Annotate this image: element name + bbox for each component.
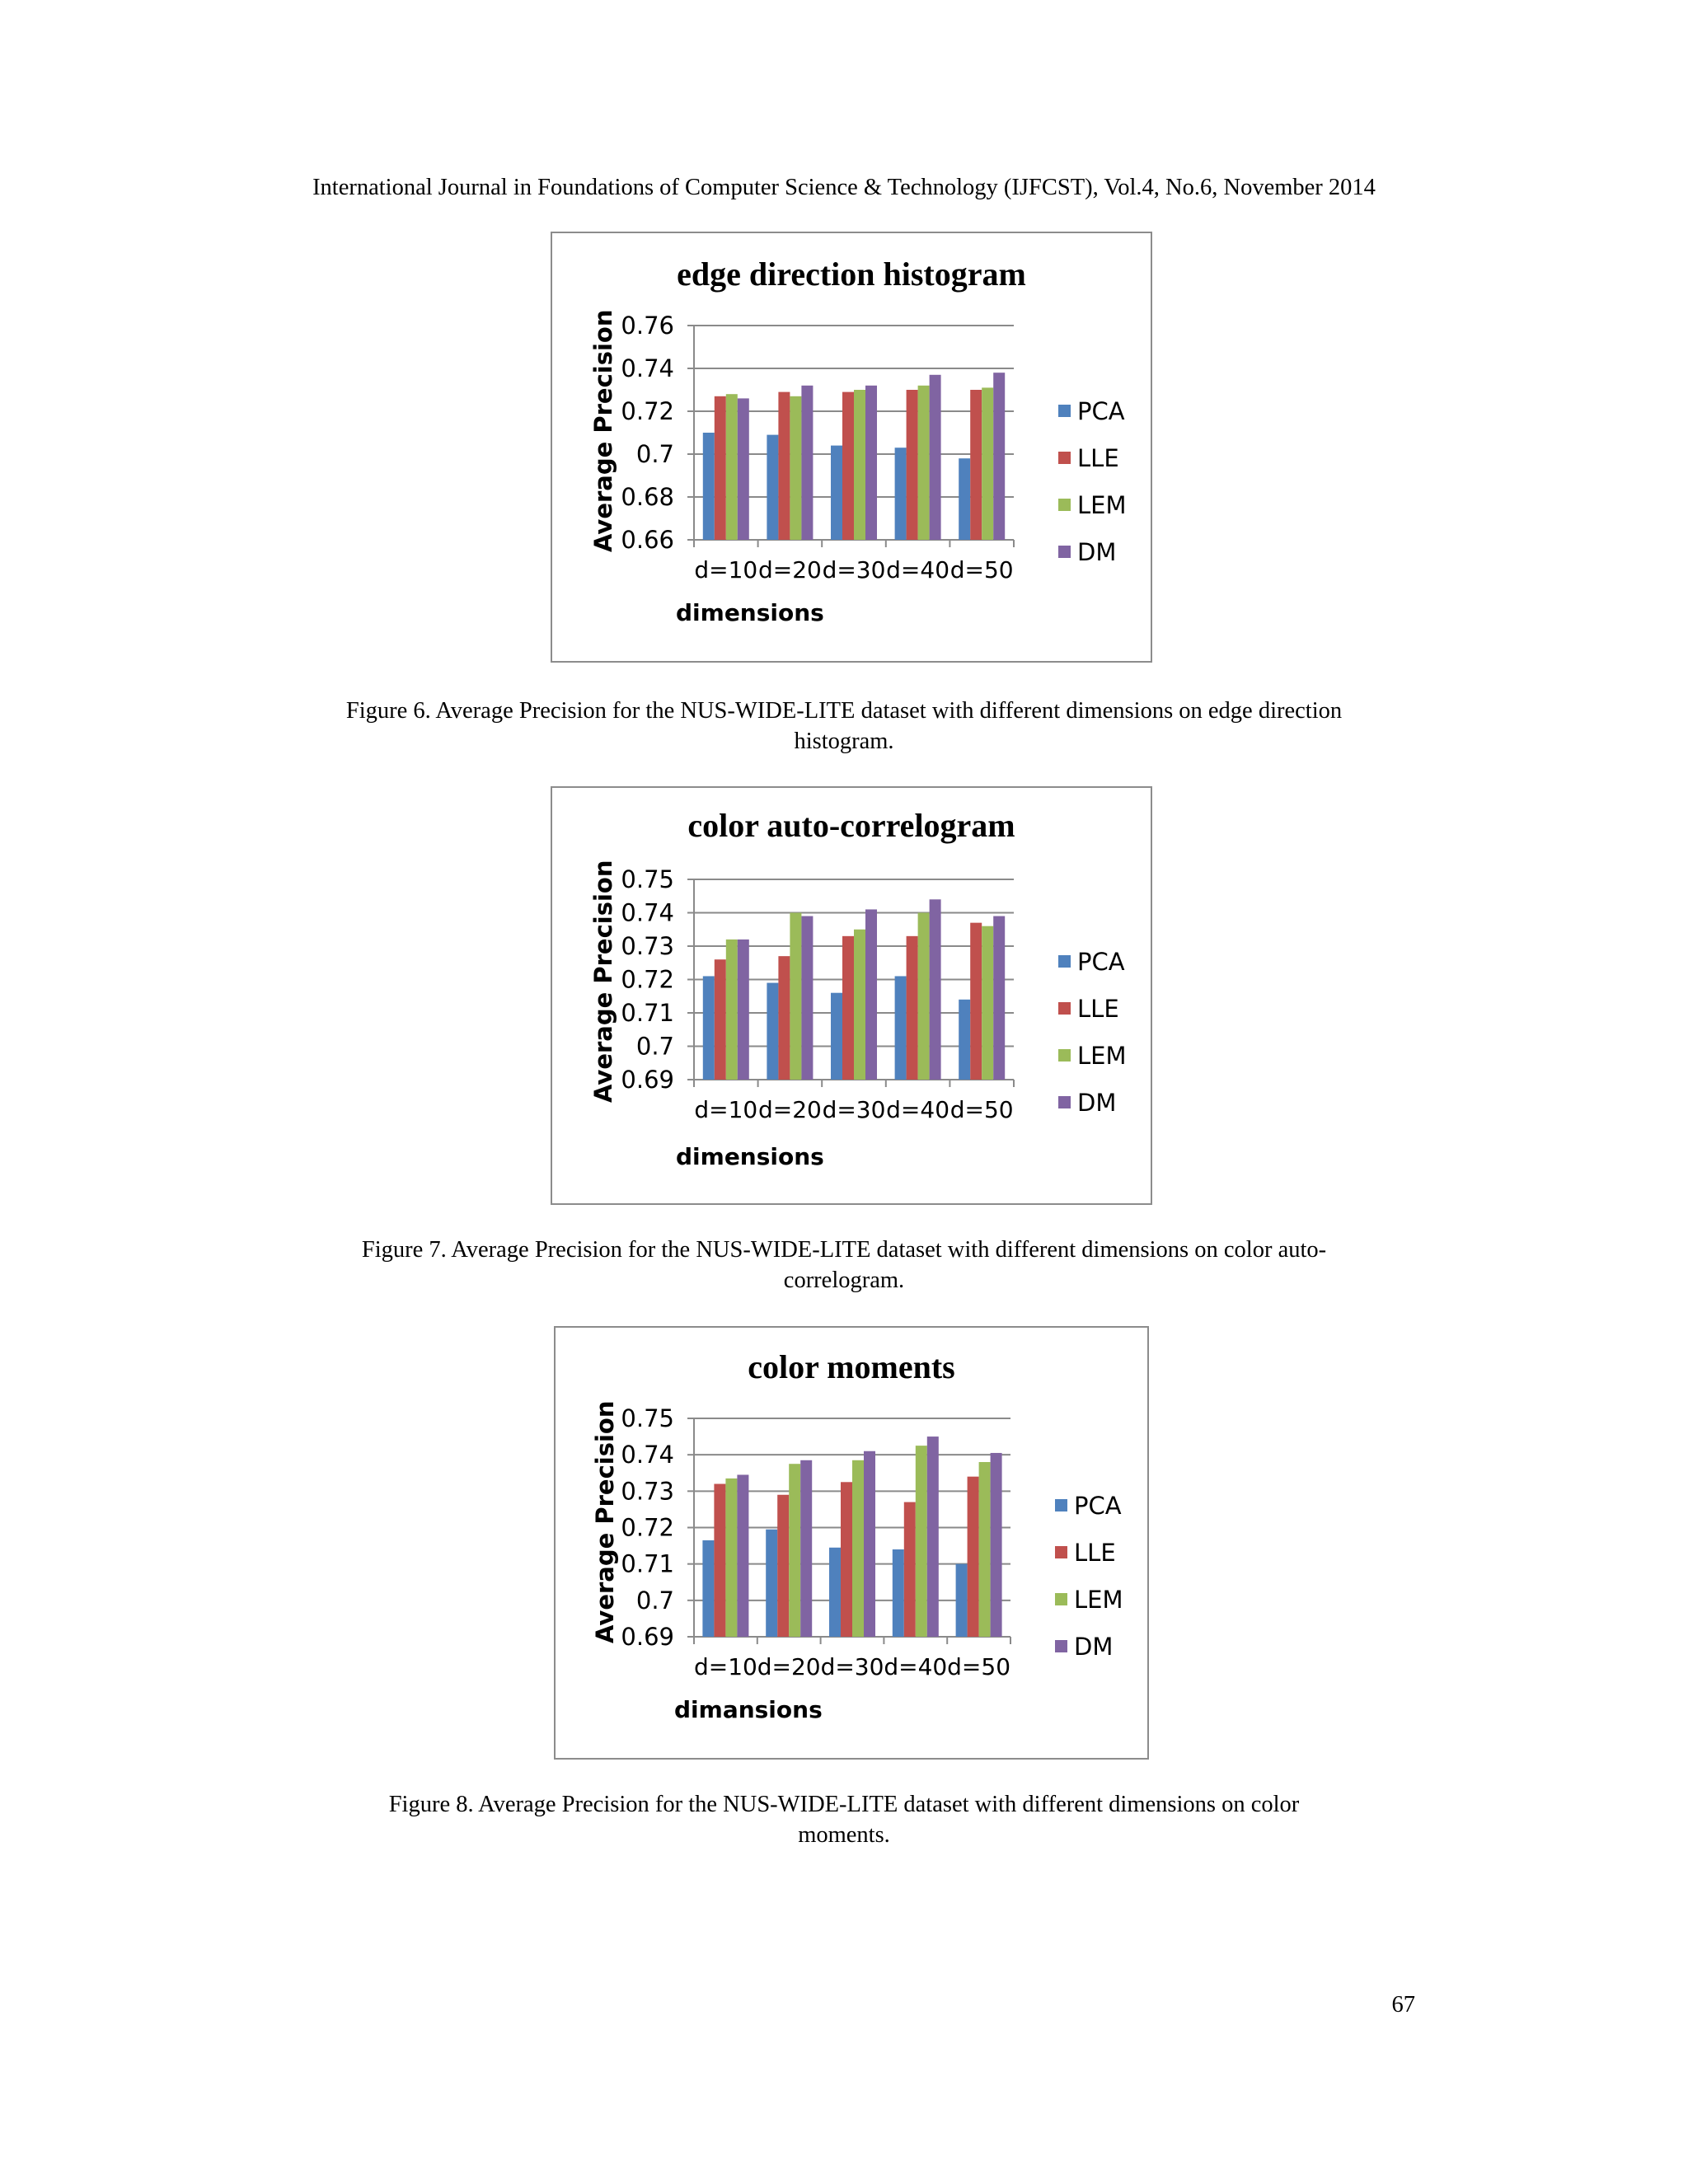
bar-lle-d50 [970, 390, 982, 540]
y-tick-label: 0.71 [621, 1549, 674, 1578]
bar-lem-d20 [790, 913, 801, 1080]
y-tick-label: 0.7 [635, 1586, 674, 1615]
bar-dm-d30 [864, 1451, 875, 1637]
bar-lem-d30 [854, 390, 865, 540]
bar-lle-d50 [970, 923, 982, 1080]
y-tick-label: 0.75 [621, 1404, 674, 1432]
legend-swatch-lle [1058, 1002, 1071, 1015]
x-tick-label: d=50 [947, 1653, 1011, 1680]
x-tick-label: d=20 [757, 1096, 822, 1123]
bar-lle-d30 [842, 392, 854, 540]
bar-lle-d10 [715, 396, 726, 540]
bar-dm-d10 [738, 940, 749, 1080]
x-tick-label: d=30 [822, 1096, 886, 1123]
bar-lem-d10 [726, 940, 738, 1080]
legend-label-pca: PCA [1077, 947, 1125, 976]
y-tick-label: 0.71 [621, 999, 674, 1027]
legend-item-dm [1058, 528, 1127, 575]
y-tick-label: 0.74 [621, 1441, 674, 1469]
bar-pca-d20 [767, 983, 778, 1080]
bar-lem-d20 [789, 1464, 800, 1637]
caption-line: Figure 6. Average Precision for the NUS-WIDE-LITE dataset with different dimensions on edge direction [345, 698, 1343, 724]
y-tick-label: 0.7 [635, 1032, 674, 1061]
chart-legend [1055, 1482, 1123, 1670]
caption-line: correlogram. [783, 1268, 905, 1293]
legend-swatch-lem [1055, 1593, 1067, 1605]
bar-pca-d50 [959, 458, 970, 540]
y-tick-label: 0.74 [621, 354, 674, 382]
x-tick-label: d=20 [757, 556, 822, 583]
bar-pca-d30 [831, 446, 842, 540]
bar-pca-d20 [766, 1530, 777, 1637]
legend-swatch-dm [1058, 546, 1071, 558]
legend-item-pca [1058, 387, 1127, 434]
chart-title: edge direction histogram [677, 255, 1026, 293]
x-axis-label: dimensions [676, 599, 824, 626]
chart-edge-direction-histogram [551, 232, 1152, 663]
legend-label-lle: LLE [1077, 994, 1119, 1023]
bar-lem-d40 [918, 386, 930, 540]
bar-dm-d50 [993, 373, 1005, 540]
x-tick-label: d=40 [886, 1096, 950, 1123]
bar-lem-d20 [790, 396, 801, 540]
legend-label-dm: DM [1077, 1088, 1117, 1117]
y-tick-label: 0.74 [621, 898, 674, 927]
bar-dm-d40 [927, 1436, 939, 1637]
bar-dm-d10 [738, 398, 749, 540]
bar-pca-d30 [831, 993, 842, 1080]
bar-lem-d40 [916, 1446, 927, 1637]
bar-lem-d30 [852, 1460, 864, 1637]
bar-pca-d50 [959, 1000, 970, 1080]
legend-label-dm: DM [1077, 537, 1117, 566]
bar-lem-d50 [982, 387, 993, 540]
x-tick-label: d=40 [884, 1653, 948, 1680]
legend-label-lle: LLE [1074, 1538, 1116, 1567]
chart-title: color auto-correlogram [687, 807, 1015, 844]
y-tick-label: 0.72 [621, 965, 674, 994]
y-tick-label: 0.76 [621, 312, 674, 340]
x-tick-label: d=40 [886, 556, 950, 583]
legend-label-pca: PCA [1074, 1491, 1122, 1520]
y-tick-label: 0.75 [621, 865, 674, 893]
caption-line: Figure 7. Average Precision for the NUS-WIDE-LITE dataset with different dimensions on color auto- [361, 1237, 1327, 1263]
x-axis-label: dimansions [674, 1696, 823, 1723]
legend-swatch-dm [1058, 1096, 1071, 1108]
caption-line: moments. [798, 1822, 890, 1848]
legend-swatch-lem [1058, 1049, 1071, 1062]
bar-dm-d50 [991, 1453, 1002, 1637]
figure-caption-7 [0, 1235, 1688, 1296]
bar-pca-d30 [829, 1548, 841, 1637]
legend-item-lle [1055, 1529, 1123, 1576]
bar-lle-d20 [778, 392, 790, 540]
y-axis-label: Average Precision [591, 1400, 619, 1643]
legend-item-pca [1055, 1482, 1123, 1529]
legend-swatch-pca [1055, 1499, 1067, 1511]
bar-pca-d10 [703, 433, 715, 540]
bar-lle-d40 [904, 1502, 916, 1637]
legend-label-pca: PCA [1077, 396, 1125, 425]
bar-dm-d40 [930, 899, 941, 1080]
bar-dm-d10 [737, 1474, 748, 1637]
legend-item-dm [1058, 1079, 1127, 1126]
legend-swatch-lle [1055, 1546, 1067, 1558]
legend-item-dm [1055, 1623, 1123, 1670]
legend-label-lem: LEM [1077, 1041, 1127, 1070]
y-tick-label: 0.72 [621, 1513, 674, 1542]
bar-lem-d50 [982, 926, 993, 1080]
chart-color-moments [554, 1326, 1149, 1760]
chart-color-auto-correlogram [551, 786, 1152, 1205]
bar-dm-d40 [930, 375, 941, 540]
legend-item-lle [1058, 434, 1127, 481]
bar-dm-d30 [865, 909, 877, 1080]
bar-lle-d10 [714, 1484, 725, 1638]
bar-lle-d30 [841, 1482, 852, 1637]
bar-lle-d40 [907, 390, 918, 540]
bar-dm-d30 [865, 386, 877, 540]
legend-item-lem [1058, 1032, 1127, 1079]
legend-item-lem [1058, 481, 1127, 528]
y-tick-label: 0.69 [621, 1066, 674, 1094]
bar-pca-d20 [767, 435, 778, 540]
bar-lem-d10 [726, 394, 738, 540]
y-tick-label: 0.66 [621, 526, 674, 554]
y-axis-label: Average Precision [589, 860, 617, 1103]
bar-lem-d10 [725, 1479, 737, 1637]
bar-dm-d50 [993, 916, 1005, 1080]
x-tick-label: d=50 [950, 1096, 1014, 1123]
caption-line: histogram. [794, 729, 894, 754]
legend-item-lem [1055, 1576, 1123, 1623]
legend-label-lem: LEM [1077, 490, 1127, 519]
bar-dm-d20 [801, 386, 813, 540]
x-tick-label: d=10 [694, 1096, 758, 1123]
y-tick-label: 0.73 [621, 1477, 674, 1506]
bar-dm-d20 [800, 1460, 812, 1637]
legend-item-pca [1058, 938, 1127, 985]
y-tick-label: 0.68 [621, 483, 674, 511]
legend-swatch-dm [1055, 1640, 1067, 1652]
legend-label-lem: LEM [1074, 1585, 1123, 1614]
bar-pca-d10 [702, 1540, 714, 1637]
page-number: 67 [1391, 1992, 1415, 2018]
x-tick-label: d=30 [822, 556, 886, 583]
y-tick-label: 0.73 [621, 932, 674, 960]
legend-item-lle [1058, 985, 1127, 1032]
legend-swatch-pca [1058, 955, 1071, 968]
chart-legend [1058, 387, 1127, 575]
bar-lem-d30 [854, 930, 865, 1080]
caption-line: Figure 8. Average Precision for the NUS-WIDE-LITE dataset with different dimensions on color [388, 1792, 1300, 1817]
legend-swatch-lle [1058, 452, 1071, 464]
legend-label-dm: DM [1074, 1632, 1114, 1661]
y-tick-label: 0.69 [621, 1623, 674, 1651]
bar-pca-d40 [895, 448, 907, 540]
legend-swatch-lem [1058, 499, 1071, 511]
x-tick-label: d=10 [693, 1653, 757, 1680]
bar-lem-d40 [918, 913, 930, 1080]
x-tick-label: d=10 [694, 556, 758, 583]
bar-pca-d10 [703, 976, 715, 1080]
bar-lle-d50 [968, 1477, 979, 1637]
bar-lem-d50 [979, 1462, 991, 1637]
bar-lle-d20 [778, 956, 790, 1080]
x-tick-label: d=20 [757, 1653, 821, 1680]
y-tick-label: 0.7 [635, 440, 674, 468]
bar-pca-d40 [895, 976, 907, 1080]
journal-header: International Journal in Foundations of Computer Science & Technology (IJFCST), Vol.4, No.6, November 2014 [312, 175, 1376, 200]
x-tick-label: d=30 [820, 1653, 884, 1680]
chart-legend [1058, 938, 1127, 1126]
bar-pca-d40 [893, 1549, 904, 1637]
y-tick-label: 0.72 [621, 397, 674, 425]
figure-caption-8 [0, 1789, 1688, 1850]
bar-lle-d10 [715, 959, 726, 1080]
bar-lle-d40 [907, 936, 918, 1080]
bar-pca-d50 [956, 1564, 968, 1637]
x-axis-label: dimensions [676, 1143, 824, 1170]
x-tick-label: d=50 [950, 556, 1014, 583]
bar-dm-d20 [801, 916, 813, 1080]
legend-label-lle: LLE [1077, 443, 1119, 472]
figure-caption-6 [0, 696, 1688, 757]
bar-lle-d30 [842, 936, 854, 1080]
y-axis-label: Average Precision [589, 309, 617, 552]
chart-title: color moments [748, 1348, 955, 1385]
legend-swatch-pca [1058, 405, 1071, 417]
bar-lle-d20 [777, 1495, 789, 1637]
